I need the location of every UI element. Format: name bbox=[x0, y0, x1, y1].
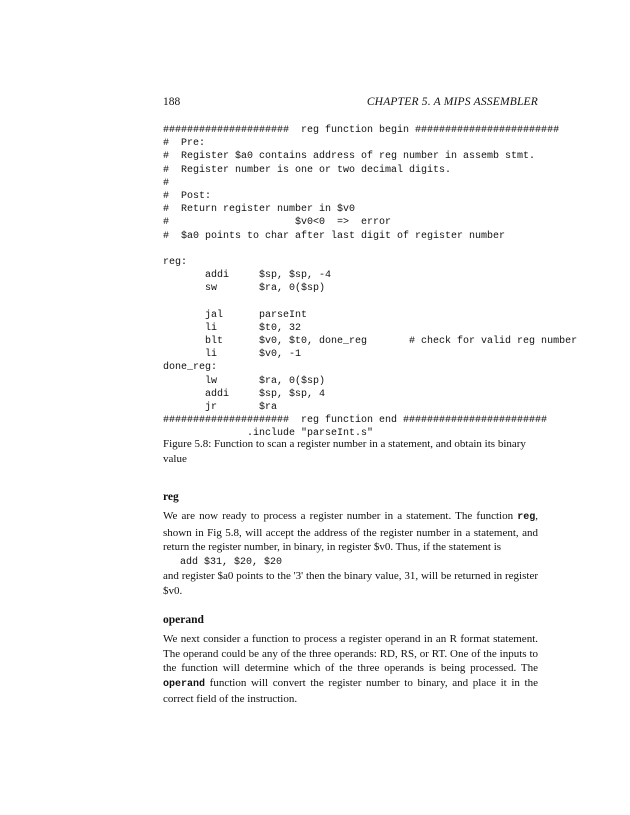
page-number: 188 bbox=[163, 96, 181, 108]
code-line: li $v0, -1 bbox=[163, 349, 302, 361]
code-line: # Return register number in $v0 bbox=[163, 204, 356, 216]
text-run: We next consider a function to process a register operand in an R format statement. The operand could be any of the three operands: RD, RS, or RT. One of the inputs to the function will determine which of the three operands is being processed. The bbox=[163, 633, 538, 675]
paragraph-reg-result: and register $a0 points to the '3' then the binary value, 31, will be returned in register $v0. bbox=[163, 570, 538, 597]
code-line: jr $ra bbox=[163, 401, 278, 413]
code-line: lw $ra, 0($sp) bbox=[163, 375, 326, 387]
code-listing bbox=[163, 124, 578, 441]
inline-code-operand: operand bbox=[163, 678, 206, 690]
code-line: # Pre: bbox=[163, 138, 206, 150]
code-line: # $v0<0 => error bbox=[163, 217, 392, 229]
code-line: addi $sp, $sp, -4 bbox=[163, 270, 332, 282]
code-line: addi $sp, $sp, 4 bbox=[163, 388, 326, 400]
code-line: done_reg: bbox=[163, 362, 218, 374]
code-line: reg: bbox=[163, 256, 188, 268]
code-line: jal parseInt bbox=[163, 309, 308, 321]
code-line: # Register $a0 contains address of reg number in assemb stmt. bbox=[163, 151, 536, 163]
paragraph-operand bbox=[163, 632, 538, 707]
figure-caption: Figure 5.8: Function to scan a register number in a statement, and obtain its binary value bbox=[163, 438, 526, 465]
code-line bbox=[163, 295, 558, 308]
text-run: , shown in Fig 5.8, will accept the address of the register number in a statement, and return the register number, in binary, in register $v0. Thus, if the statement is bbox=[163, 510, 538, 554]
section-heading-reg: reg bbox=[163, 491, 179, 503]
text-run: function will convert the register number to binary, and place it in the correct field of the instruction. bbox=[163, 676, 538, 706]
section-heading-operand: operand bbox=[163, 614, 204, 626]
code-line: # Post: bbox=[163, 190, 212, 202]
text-run: We are now ready to process a register number in a statement. The function bbox=[163, 510, 518, 522]
code-line: # Register number is one or two decimal digits. bbox=[163, 164, 452, 176]
code-line: .include "parseInt.s" bbox=[163, 428, 374, 440]
code-line: ##################### reg function end ######################## bbox=[163, 415, 548, 427]
code-line: # $a0 points to char after last digit of register number bbox=[163, 230, 506, 242]
code-line: # bbox=[163, 177, 170, 189]
code-line: li $t0, 32 bbox=[163, 322, 302, 334]
paragraph-reg-intro bbox=[163, 509, 538, 555]
inline-code-reg: reg bbox=[517, 512, 536, 523]
code-line bbox=[163, 243, 558, 256]
code-line: sw $ra, 0($sp) bbox=[163, 283, 326, 295]
code-line: blt $v0, $t0, done_reg # check for valid reg number bbox=[163, 336, 578, 347]
chapter-title: CHAPTER 5. A MIPS ASSEMBLER bbox=[366, 96, 538, 108]
code-line: ##################### reg function begin ######################## bbox=[163, 125, 560, 136]
running-head bbox=[163, 96, 538, 112]
code-example: add $31, $20, $20 bbox=[180, 557, 283, 568]
